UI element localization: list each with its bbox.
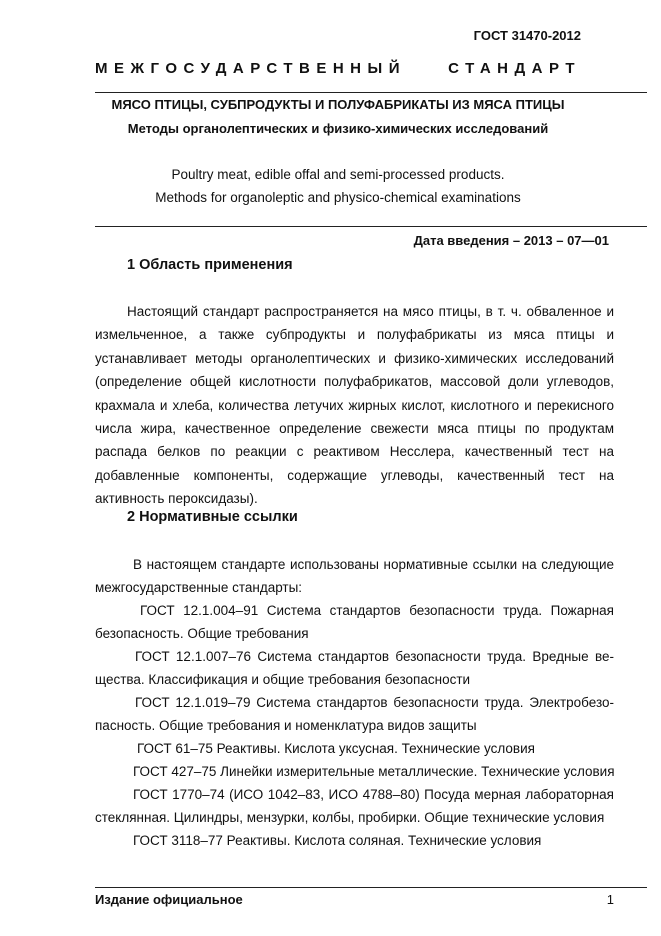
reference-item-continued: щества. Классификация и общие требования безопасности — [95, 672, 471, 687]
introduction-date: Дата введения – 2013 – 07—01 — [413, 233, 609, 248]
reference-item: ГОСТ 1770–74 (ИСО 1042–83, ИСО 4788–80) Посуда мерная лабораторная — [133, 787, 614, 802]
interstate-standard-heading: МЕЖГОСУДАРСТВЕННЫЙ СТАНДАРТ — [95, 60, 581, 77]
top-divider — [95, 92, 647, 93]
reference-item: ГОСТ 12.1.007–76 Система стандартов безопасности труда. Вредные ве- — [135, 649, 614, 664]
edition-label: Издание официальное — [95, 892, 243, 907]
title-divider — [95, 226, 647, 227]
reference-item: ГОСТ 61–75 Реактивы. Кислота уксусная. Технические условия — [137, 741, 535, 756]
reference-item: ГОСТ 427–75 Линейки измерительные металлические. Технические условия — [133, 764, 615, 779]
reference-item: ГОСТ 12.1.019–79 Система стандартов безопасности труда. Электробезо- — [135, 695, 614, 710]
document-title: МЯСО ПТИЦЫ, СУБПРОДУКТЫ И ПОЛУФАБРИКАТЫ ИЗ МЯСА ПТИЦЫ — [111, 97, 565, 112]
reference-item: ГОСТ 12.1.004–91 Система стандартов безопасности труда. Пожарная — [140, 603, 614, 618]
english-title-line-2: Methods for organoleptic and physico-chemical examinations — [155, 190, 521, 205]
english-title-line-1: Poultry meat, edible offal and semi-processed products. — [171, 167, 505, 182]
document-subtitle: Методы органолептических и физико-химических исследований — [127, 121, 549, 136]
references-intro-line-2: межгосударственные стандарты: — [95, 580, 303, 595]
reference-item-continued: стеклянная. Цилиндры, мензурки, колбы, пробирки. Общие технические условия — [95, 810, 605, 825]
page-number: 1 — [606, 892, 614, 907]
footer-divider — [95, 887, 647, 888]
reference-item-continued: пасность. Общие требования и номенклатура видов защиты — [95, 718, 477, 733]
reference-item-continued: безопасность. Общие требования — [95, 626, 309, 641]
section-2-heading: 2 Нормативные ссылки — [127, 509, 298, 525]
gost-code: ГОСТ 31470-2012 — [473, 28, 581, 43]
reference-item: ГОСТ 3118–77 Реактивы. Кислота соляная. Технические условия — [133, 833, 542, 848]
section-1-paragraph: Настоящий стандарт распространяется на мясо птицы, в т. ч. обваленное и измельченное, а также субпродукты и полуфабрикаты из мяса птицы и устанавливает методы органолептических и физико-химических исследований (определение общей кислотности полуфабрикатов, массовой доли углеводов, крахмала и хлеба, количества летучих жирных кислот, кислотного и перекисного числа жира, качественное определение свежести мяса птицы по продуктам распада белков по реакции с реактивом Несслера, качественный тест на добавленные компоненты, содержащие углеводы, качественный тест на активность пероксидазы). — [95, 304, 614, 507]
references-intro-line-1: В настоящем стандарте использованы нормативные ссылки на следующие — [133, 557, 614, 572]
section-1-heading: 1 Область применения — [127, 257, 293, 273]
